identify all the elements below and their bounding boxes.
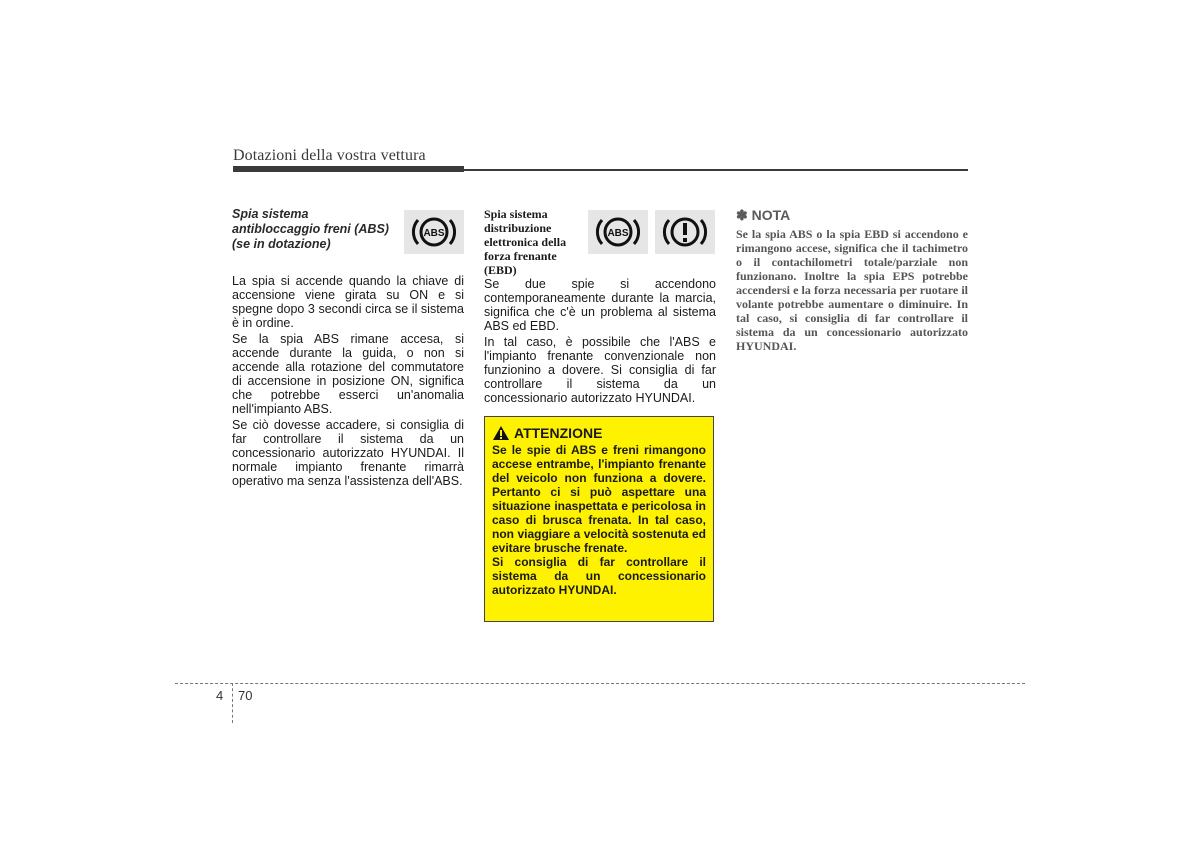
ebd-paragraph: In tal caso, è possibile che l'ABS e l'impianto frenante convenzionale non funzionino a dovere. Si consiglia di far controllare il sistema da un concessionario autorizzato HYUNDAI.	[484, 335, 716, 405]
footer-divider	[232, 683, 233, 723]
footer-rule	[175, 683, 1025, 684]
warning-triangle-icon	[492, 425, 510, 441]
nota-title: ✽ NOTA	[736, 207, 791, 223]
brake-warning-light-icon	[655, 210, 715, 254]
abs-warning-light-icon	[404, 210, 464, 254]
abs-subtitle: Spia sistema antibloccaggio freni (ABS) (se in dotazione)	[232, 207, 389, 251]
abs-paragraph: La spia si accende quando la chiave di accensione viene girata su ON e si spegne dopo 3 secondi circa se il sistema è in ordine.	[232, 274, 464, 330]
column-nota	[736, 207, 968, 353]
warning-title: ATTENZIONE	[514, 425, 603, 441]
ebd-paragraph: Se due spie si accendono contemporaneamente durante la marcia, significa che c'è un problema al sistema ABS ed EBD.	[484, 277, 716, 333]
abs-paragraph: Se ciò dovesse accadere, si consiglia di far controllare il sistema da un concessionario autorizzato HYUNDAI. Il normale impianto frenante rimarrà operativo ma senza l'assistenza dell'ABS.	[232, 418, 464, 488]
section-title: Dotazioni della vostra vettura	[233, 147, 426, 164]
warning-header	[492, 425, 706, 441]
abs-paragraph: Se la spia ABS rimane accesa, si accende durante la guida, o non si accende alla rotazione del commutatore di accensione in posizione ON, significa che potrebbe esserci un'anomalia nell'impianto ABS.	[232, 332, 464, 416]
page-number: 70	[238, 688, 253, 703]
header-rule-accent	[233, 166, 464, 172]
svg-text:ABS: ABS	[423, 228, 445, 239]
ebd-subtitle: Spia sistema distribuzione elettronica della forza frenante (EBD)	[484, 207, 567, 277]
abs-warning-light-icon	[588, 210, 648, 254]
svg-text:ABS: ABS	[607, 228, 629, 239]
warning-box	[484, 416, 714, 622]
warning-paragraph: Se le spie di ABS e freni rimangono accese entrambe, l'impianto frenante del veicolo non funziona a dovere. Pertanto ci si può aspettare una situazione inaspettata e pericolosa in caso di brusca frenata. In tal caso, non viaggiare a velocità sostenuta ed evitare brusche frenate.	[492, 443, 706, 555]
chapter-number: 4	[216, 688, 224, 703]
nota-text: Se la spia ABS o la spia EBD si accendono e rimangono accese, significa che il tachimetro o il contachilometri totale/parziale non funzionano. Inoltre la spia EPS potrebbe accendersi e la forza necessaria per ruotare il volante potrebbe aumentare o diminuire. In tal caso, si consiglia di far controllare il sistema da un concessionario autorizzato HYUNDAI.	[736, 227, 968, 353]
warning-paragraph: Si consiglia di far controllare il sistema da un concessionario autorizzato HYUNDAI.	[492, 555, 706, 597]
